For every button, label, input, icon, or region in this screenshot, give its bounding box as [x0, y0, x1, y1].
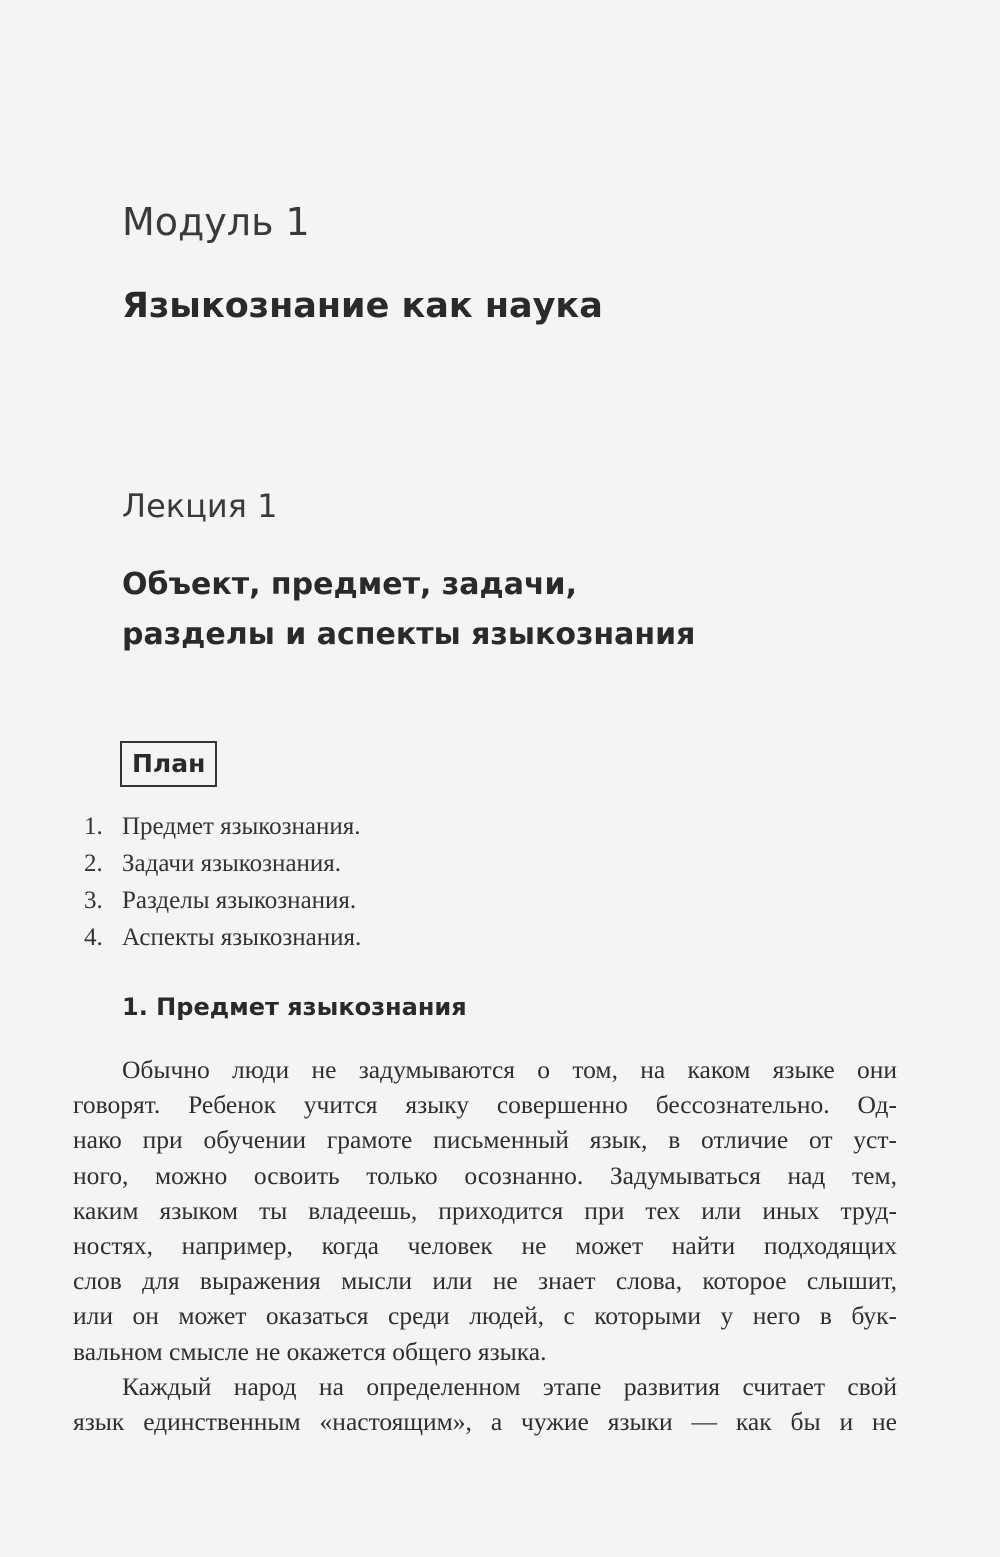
plan-item	[84, 808, 361, 845]
plan-item-number: 1.	[84, 813, 103, 840]
plan-item	[84, 845, 361, 882]
plan-item-number: 3.	[84, 887, 103, 914]
plan-item-number: 2.	[84, 850, 103, 877]
body-line: или он может оказаться среди людей, с которыми у него в бук-	[73, 1301, 897, 1331]
body-line: вальном смысле не окажется общего языка.	[73, 1336, 547, 1366]
plan-heading: План	[120, 741, 217, 787]
plan-item-text: Разделы языкознания.	[122, 887, 357, 914]
body-line: ного, можно освоить только осознанно. Задумываться над тем,	[73, 1160, 897, 1190]
plan-item-text: Предмет языкознания.	[122, 813, 361, 840]
section-heading: 1. Предмет языкознания	[122, 993, 467, 1021]
body-line: Каждый народ на определенном этапе развития считает свой	[122, 1371, 897, 1401]
module-label: Модуль 1	[122, 200, 310, 244]
lecture-title	[122, 560, 695, 660]
module-title: Языкознание как наука	[122, 286, 603, 326]
body-line: слов для выражения мысли или не знает слова, которое слышит,	[73, 1266, 897, 1296]
body-line: нако при обучении грамоте письменный язык, в отличие от уст-	[73, 1125, 897, 1155]
plan-item-number: 4.	[84, 924, 103, 951]
plan-item	[84, 919, 361, 956]
body-line: Обычно люди не задумываются о том, на каком языке они	[122, 1055, 897, 1084]
plan-item-text: Аспекты языкознания.	[122, 924, 362, 951]
body-line: каким языком ты владеешь, приходится при тех или иных труд-	[73, 1195, 897, 1225]
plan-list	[84, 808, 361, 956]
body-line: говорят. Ребенок учится языку совершенно бессознательно. Од-	[73, 1090, 897, 1120]
body-line: ностях, например, когда человек не может найти подходящих	[73, 1230, 897, 1260]
lecture-title-line: Объект, предмет, задачи,	[122, 567, 577, 602]
lecture-label: Лекция 1	[122, 487, 278, 525]
lecture-title-line: разделы и аспекты языкознания	[122, 617, 696, 652]
section-body	[73, 1052, 897, 1439]
plan-item	[84, 882, 361, 919]
plan-item-text: Задачи языкознания.	[122, 850, 342, 877]
body-line: язык единственным «настоящим», а чужие языки — как бы и не	[73, 1406, 897, 1436]
